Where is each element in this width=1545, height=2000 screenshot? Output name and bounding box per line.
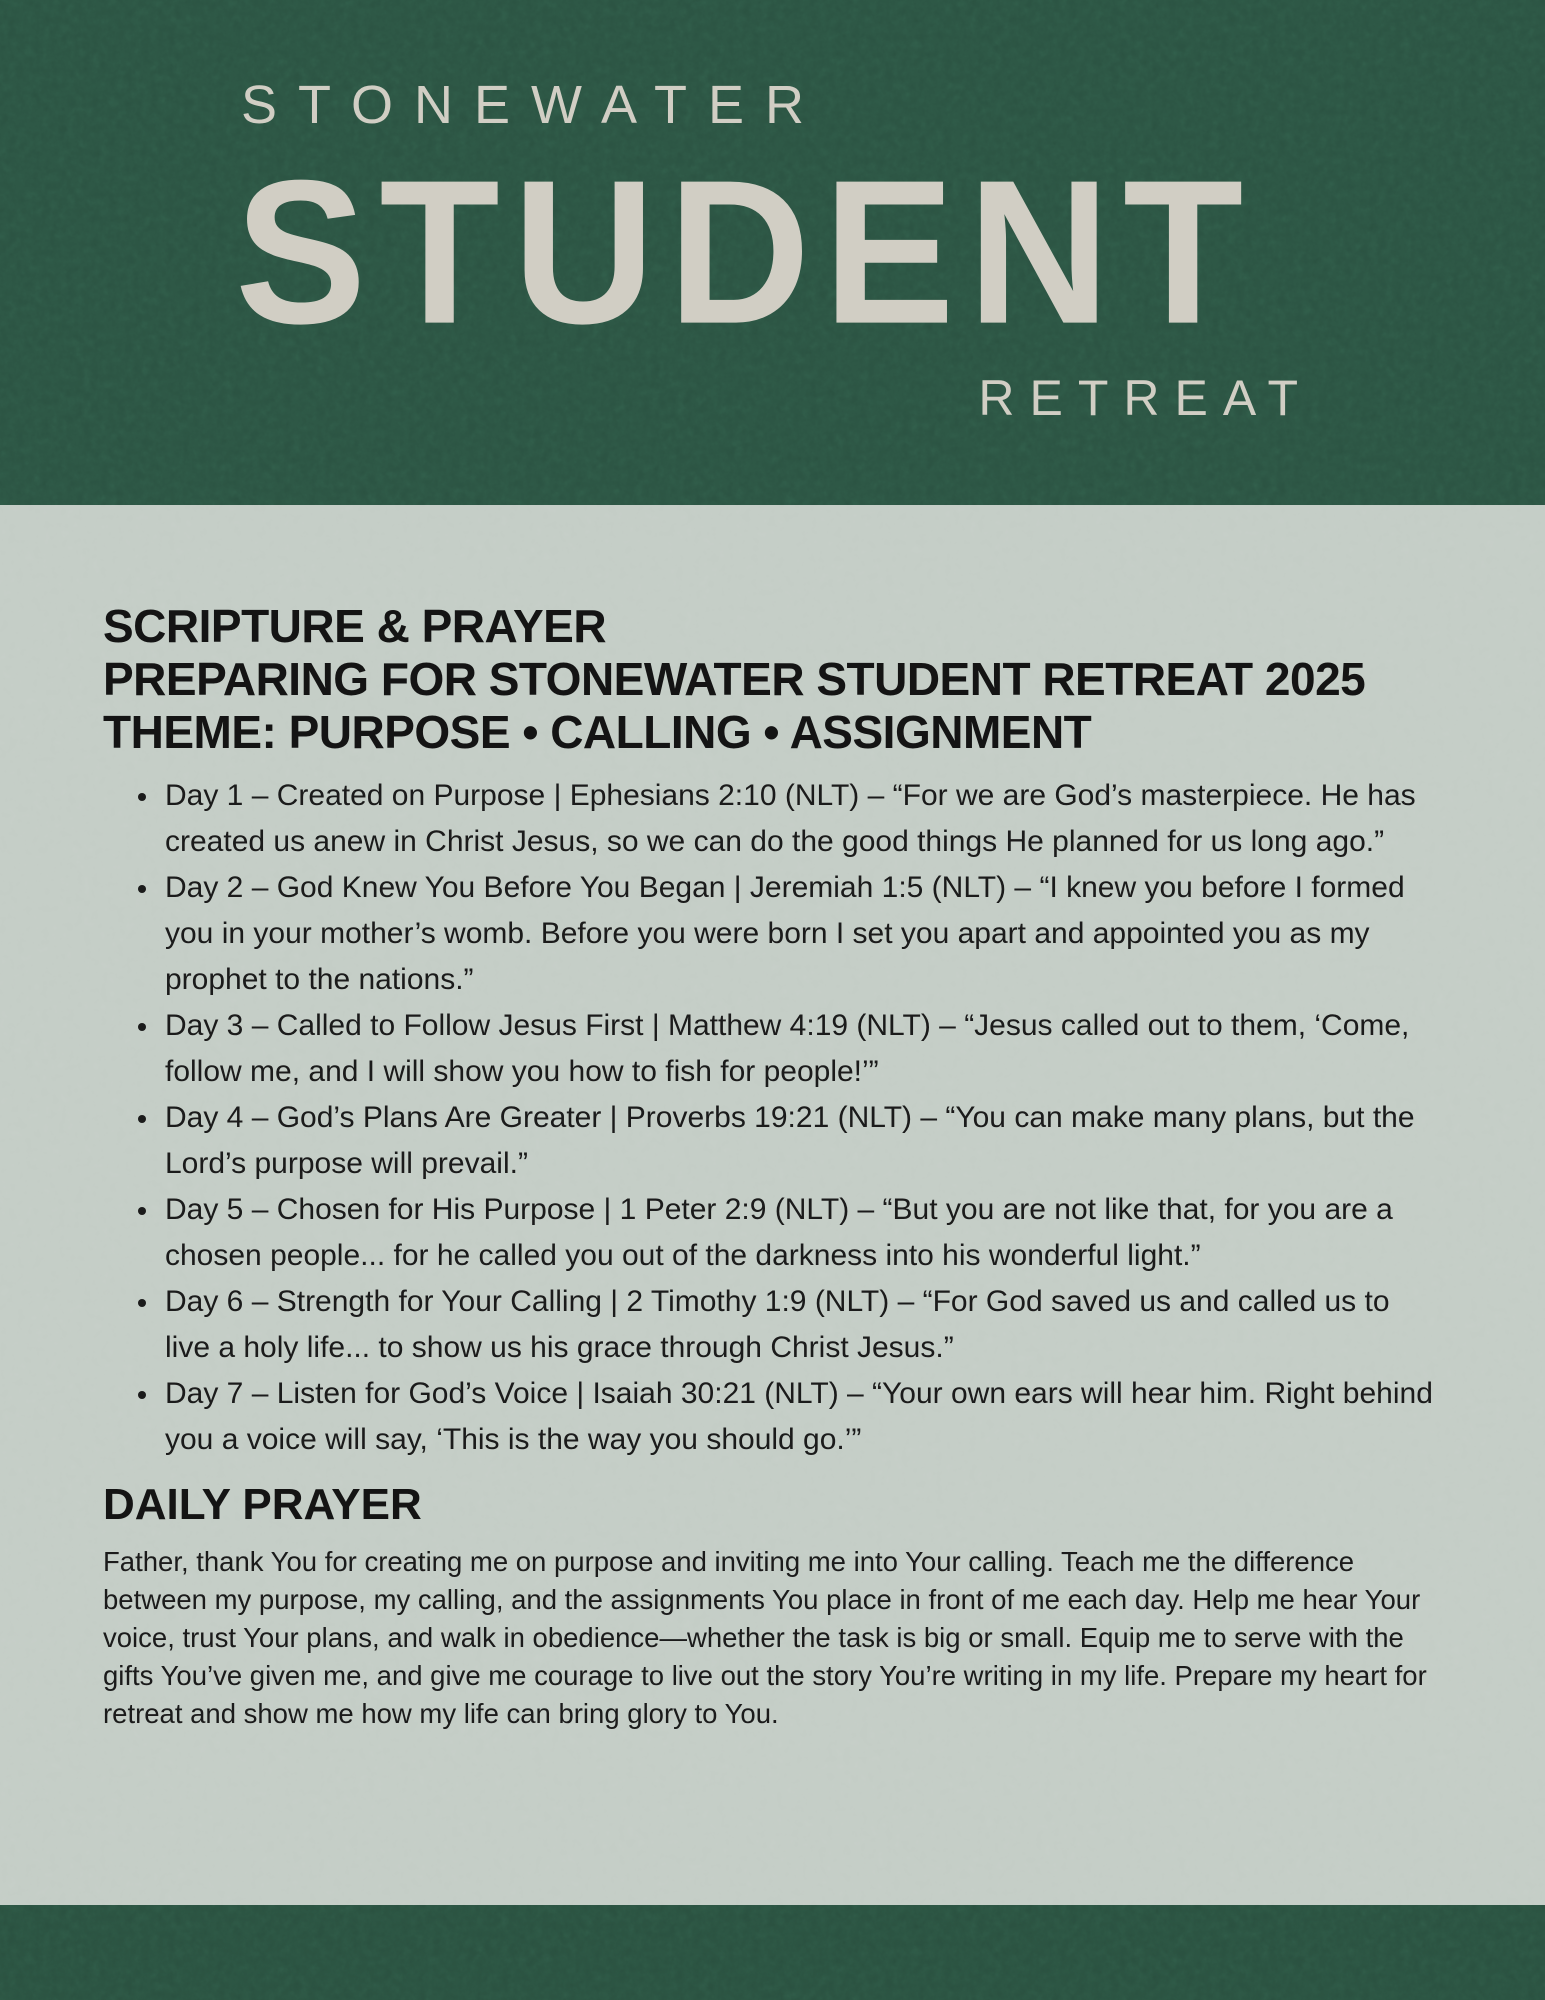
footer-strip: [0, 1905, 1545, 2000]
scripture-day-item-7: • Day 7 – Listen for God’s Voice | Isaiah 30:21 (NLT) – “Your own ears will hear him. Right behind you a voice will say, ‘This is the way you should go.’”: [161, 1371, 1435, 1463]
header-banner: [0, 0, 1545, 505]
brand-name-stonewater: STONEWATER: [241, 75, 826, 135]
daily-prayer-title: DAILY PRAYER: [103, 1480, 422, 1529]
scripture-day-item-6: • Day 6 – Strength for Your Calling | 2 Timothy 1:9 (NLT) – “For God saved us and called us to live a holy life... to show us his grace through Christ Jesus.”: [161, 1279, 1435, 1371]
section-theme-line: THEME: PURPOSE • CALLING • ASSIGNMENT: [103, 706, 1092, 758]
content-section: [0, 505, 1545, 1905]
scripture-day-item-1: • Day 1 – Created on Purpose | Ephesians 2:10 (NLT) – “For we are God’s masterpiece. He has created us anew in Christ Jesus, so we can do the good things He planned for us long ago.”: [161, 773, 1435, 865]
scripture-day-list: [103, 773, 1435, 1463]
footer-texture-overlay: [0, 1905, 1545, 2000]
section-subtitle-preparing: PREPARING FOR STONEWATER STUDENT RETREAT 2025: [103, 653, 1366, 705]
content-inner: [103, 600, 1435, 1733]
brand-logo: [235, 75, 1313, 426]
section-title-scripture-prayer: SCRIPTURE & PRAYER: [103, 600, 607, 652]
daily-prayer-text: Father, thank You for creating me on purpose and inviting me into Your calling. Teach me the difference between my purpose, my calling, and the assignments You place in front of me each day. Help me hear Your voice, trust Your plans, and walk in obedience—whether the task is big or small. Equip me to serve with the gifts You’ve given me, and give me courage to live out the story You’re writing in my life. Prepare my heart for retreat and show me how my life can bring glory to You.: [103, 1546, 1427, 1729]
scripture-day-item-5: • Day 5 – Chosen for His Purpose | 1 Peter 2:9 (NLT) – “But you are not like that, for you are a chosen people... for he called you out of the darkness into his wonderful light.”: [161, 1187, 1435, 1279]
scripture-day-item-3: • Day 3 – Called to Follow Jesus First | Matthew 4:19 (NLT) – “Jesus called out to them, ‘Come, follow me, and I will show you how to fish for people!’”: [161, 1003, 1435, 1095]
scripture-day-item-2: • Day 2 – God Knew You Before You Began | Jeremiah 1:5 (NLT) – “I knew you before I formed you in your mother’s womb. Before you were born I set you apart and appointed you as my prophet to the nations.”: [161, 865, 1435, 1003]
brand-word-student: STUDENT: [235, 137, 1257, 367]
scripture-day-item-4: • Day 4 – God’s Plans Are Greater | Proverbs 19:21 (NLT) – “You can make many plans, but the Lord’s purpose will prevail.”: [161, 1095, 1435, 1187]
brand-word-retreat: RETREAT: [978, 370, 1313, 426]
